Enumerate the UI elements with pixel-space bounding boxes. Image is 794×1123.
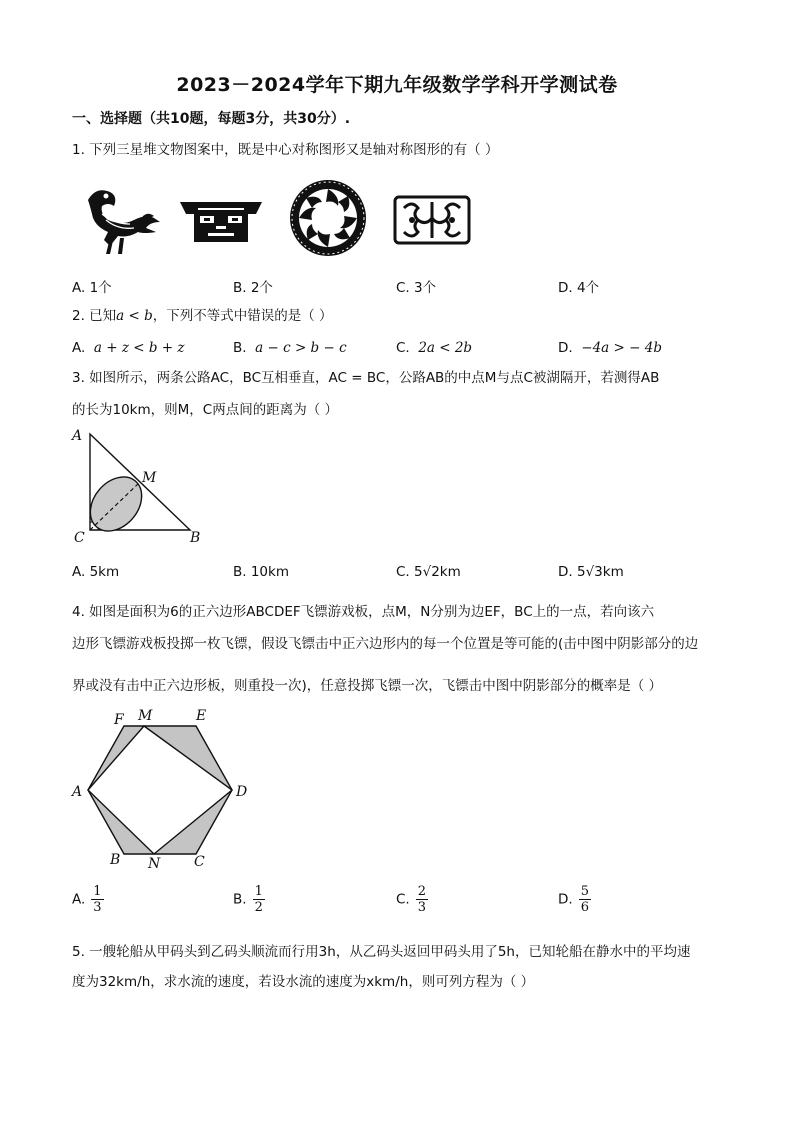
question-3-line-1: 3. 如图所示，两条公路AC，BC互相垂直，AC = BC，公路AB的中点M与点C被湖隔开，若测得AB: [72, 370, 660, 386]
q2-stem-prefix: 2. 已知: [72, 308, 117, 324]
q4-option-b-fraction: [253, 884, 265, 915]
q3-label-c: C: [74, 530, 85, 546]
q2-stem-math: a < b: [116, 308, 153, 324]
dragon-pattern-icon: [392, 194, 472, 246]
q4-label-f: F: [114, 712, 124, 728]
q4-label-m: M: [138, 708, 153, 724]
q2-option-c-label: C.: [396, 340, 410, 356]
q2-option-d-math: −4a > − 4b: [581, 340, 662, 356]
q2-option-c: [396, 340, 472, 356]
q2-stem-suffix: ，下列不等式中错误的是（ ）: [152, 308, 333, 324]
q2-option-c-math: 2a < 2b: [418, 340, 473, 356]
q4-option-d-numerator: 5: [580, 884, 589, 899]
question-5-line-1: 5. 一艘轮船从甲码头到乙码头顺流而行用3h，从乙码头返回甲码头用了5h，已知轮船在静水中的平均速: [72, 944, 691, 960]
q4-option-b-label: B.: [233, 891, 247, 908]
q4-option-b: [233, 884, 265, 915]
q3-option-c: C. 5√2km: [396, 564, 461, 580]
q4-label-d: D: [236, 784, 248, 800]
q3-label-a: A: [72, 428, 83, 444]
q3-option-b: B. 10km: [233, 564, 289, 580]
q1-option-b: B. 2个: [233, 280, 273, 296]
q4-option-d-fraction: [579, 884, 591, 915]
q4-label-n: N: [148, 856, 161, 872]
q2-option-d: [558, 340, 662, 356]
q4-label-e: E: [196, 708, 207, 724]
q3-label-b: B: [190, 530, 201, 546]
bronze-mask-icon: [178, 196, 264, 248]
q3-option-a: A. 5km: [72, 564, 120, 580]
q2-option-a-math: a + z < b + z: [93, 340, 185, 356]
sun-wheel-icon: [288, 178, 368, 258]
q2-option-b-label: B.: [233, 340, 247, 356]
page-title: 2023－2024学年下期九年级数学学科开学测试卷: [176, 74, 618, 96]
question-4-line-1: 4. 如图是面积为6的正六边形ABCDEF飞镖游戏板，点M，N分别为边EF，BC上的一点，若向该六: [72, 604, 655, 620]
question-4-line-3: 界或没有击中正六边形板，则重投一次)，任意投掷飞镖一次，飞镖击中图中阴影部分的概率是（ ）: [72, 678, 663, 694]
q4-option-d-label: D.: [558, 891, 573, 908]
q1-option-d: D. 4个: [558, 280, 600, 296]
q4-option-b-denominator: 2: [254, 900, 263, 915]
question-1-stem: 1. 下列三星堆文物图案中，既是中心对称图形又是轴对称图形的有（ ）: [72, 142, 499, 158]
question-5-line-2: 度为32km/h，求水流的速度，若设水流的速度为xkm/h，则可列方程为（ ）: [72, 974, 535, 990]
q1-option-a: A. 1个: [72, 280, 112, 296]
q4-option-d: [558, 884, 591, 915]
q4-option-a: [72, 884, 104, 915]
question-2-stem: [72, 300, 724, 332]
q4-label-a: A: [72, 784, 83, 800]
q4-option-d-denominator: 6: [580, 900, 589, 915]
q3-label-m: M: [142, 470, 157, 486]
bird-pattern-icon: [80, 180, 166, 260]
q3-triangle-figure: [66, 426, 216, 548]
section-heading: 一、选择题（共10题，每题3分，共30分）.: [72, 111, 351, 127]
q4-option-c-fraction: [416, 884, 428, 915]
q4-option-a-fraction: [91, 884, 103, 915]
q2-option-b: [233, 340, 347, 356]
q4-option-c-denominator: 3: [417, 900, 426, 915]
q4-option-c-numerator: 2: [417, 884, 426, 899]
q4-option-b-numerator: 1: [254, 884, 263, 899]
q2-option-b-math: a − c > b − c: [255, 340, 347, 356]
q1-option-c: C. 3个: [396, 280, 437, 296]
q2-option-a-label: A.: [72, 340, 86, 356]
q4-option-a-numerator: 1: [93, 884, 102, 899]
question-3-line-2: 的长为10km，则M，C两点间的距离为（ ）: [72, 402, 339, 418]
q4-option-a-denominator: 3: [93, 900, 102, 915]
q4-hexagon-figure: [68, 704, 258, 872]
q4-option-a-label: A.: [72, 891, 86, 908]
q4-label-c: C: [194, 854, 205, 870]
q2-option-d-label: D.: [558, 340, 573, 356]
q4-option-c-label: C.: [396, 891, 410, 908]
q4-label-b: B: [110, 852, 121, 868]
q4-option-c: [396, 884, 428, 915]
q3-option-d: D. 5√3km: [558, 564, 624, 580]
q2-option-a: [72, 340, 185, 356]
question-4-line-2: 边形飞镖游戏板投掷一枚飞镖，假设飞镖击中正六边形内的每一个位置是等可能的(击中图中阴影部分的边: [72, 636, 699, 652]
